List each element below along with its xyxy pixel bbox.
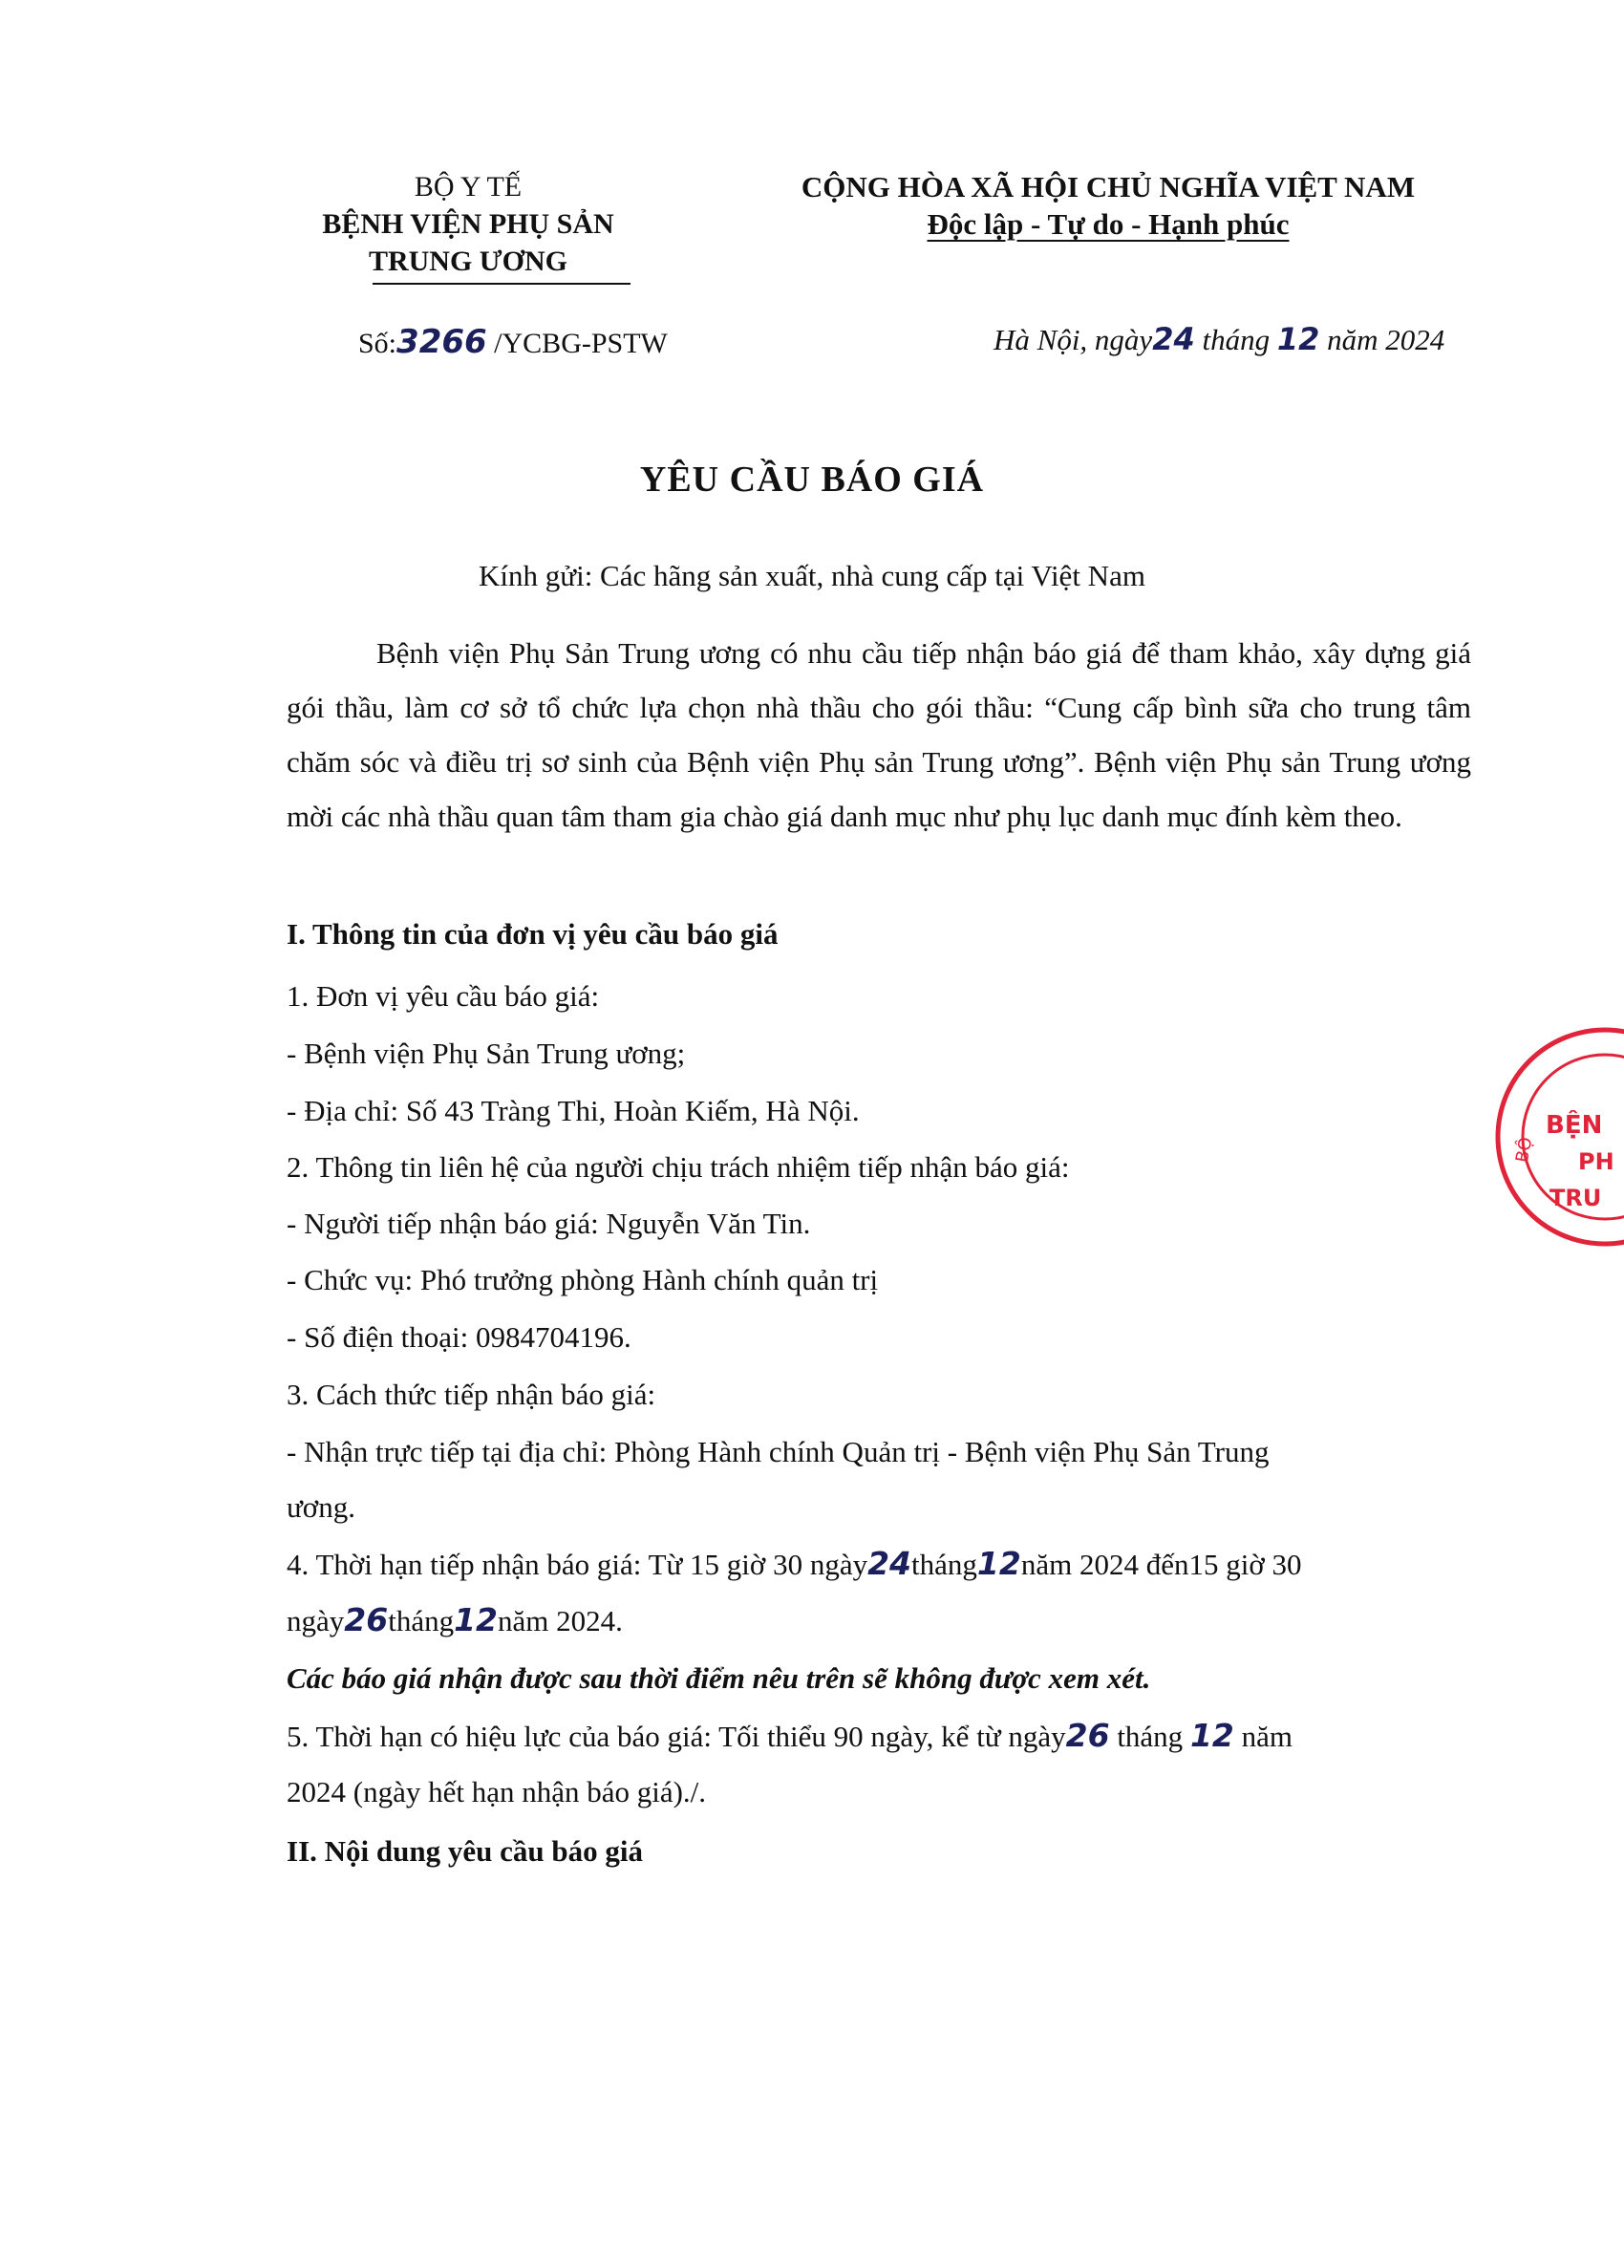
hospital-name-line2: TRUNG ƯƠNG [368, 246, 568, 277]
document-title: YÊU CẦU BÁO GIÁ [639, 460, 985, 500]
intro-paragraph [287, 626, 1471, 844]
handwritten-number: 3266 [396, 323, 487, 361]
section1-line4: 2. Thông tin liên hệ của người chịu trách nhiệm tiếp nhận báo giá: [287, 1150, 1070, 1184]
handwritten-day: 24 [1152, 321, 1195, 357]
deadline-text-a: 4. Thời hạn tiếp nhận báo giá: Từ 15 giờ 30 ngày [287, 1548, 868, 1581]
issuer-block [287, 168, 650, 280]
handwritten-start-day: 24 [867, 1545, 912, 1582]
section1-line15: 2024 (ngày hết hạn nhận báo giá)./. [287, 1775, 707, 1808]
hospital-name-line1: BỆNH VIỆN PHỤ SẢN [322, 208, 614, 240]
handwritten-month: 12 [1276, 321, 1320, 357]
section1-line3: - Địa chỉ: Số 43 Tràng Thi, Hoàn Kiếm, Hà Nội. [287, 1094, 860, 1127]
validity-text-c: năm [1233, 1720, 1293, 1753]
document-date [994, 321, 1444, 357]
number-prefix: Số: [358, 328, 397, 359]
stamp-text-mid: PH [1578, 1148, 1614, 1175]
ministry-name: BỘ Y TẾ [414, 171, 523, 203]
deadline-text-c: năm 2024 đến15 giờ 30 [1020, 1548, 1302, 1581]
section1-line5: - Người tiếp nhận báo giá: Nguyễn Văn Tin. [287, 1207, 811, 1240]
date-month-label: tháng [1194, 323, 1277, 356]
stamp-text-bottom: TRU [1549, 1185, 1602, 1211]
deadline-end-a: ngày [287, 1604, 345, 1637]
stamp-seal-icon [1490, 1022, 1624, 1252]
section1-line9: - Nhận trực tiếp tại địa chỉ: Phòng Hành chính Quản trị - Bệnh viện Phụ Sản Trung [287, 1435, 1270, 1468]
stamp-text-top: BỆN [1546, 1111, 1603, 1140]
national-motto: Độc lập - Tự do - Hạnh phúc [927, 207, 1290, 241]
section1-line12 [287, 1601, 623, 1640]
section1-line6: - Chức vụ: Phó trưởng phòng Hành chính quản trị [287, 1263, 879, 1296]
date-place: Hà Nội, ngày [994, 323, 1153, 356]
republic-name: CỘNG HÒA XÃ HỘI CHỦ NGHĨA VIỆT NAM [801, 170, 1416, 203]
issuer-underline [373, 283, 630, 285]
section1-line14 [287, 1717, 1293, 1756]
handwritten-start-month: 12 [976, 1545, 1021, 1582]
late-submission-note: Các báo giá nhận được sau thời điểm nêu trên sẽ không được xem xét. [287, 1661, 1151, 1695]
deadline-end-c: năm 2024. [498, 1604, 623, 1637]
handwritten-end-month: 12 [454, 1601, 499, 1638]
intro-text: Bệnh viện Phụ Sản Trung ương có nhu cầu tiếp nhận báo giá để tham khảo, xây dựng giá gói thầu, làm cơ sở tổ chức lựa chọn nhà thầu cho gói thầu: “Cung cấp bình sữa cho trung tâm chăm sóc và điều trị sơ sinh của Bệnh viện Phụ sản Trung ương”. Bệnh viện Phụ sản Trung ương mời các nhà thầu quan tâm tham gia chào giá danh mục như phụ lục danh mục đính kèm theo. [287, 636, 1471, 833]
validity-text-a: 5. Thời hạn có hiệu lực của báo giá: Tối thiểu 90 ngày, kể từ ngày [287, 1720, 1066, 1753]
handwritten-end-day: 26 [344, 1601, 389, 1638]
deadline-end-b: tháng [388, 1604, 455, 1637]
document-number [358, 323, 668, 361]
official-stamp [1490, 1022, 1624, 1252]
validity-text-b: tháng [1109, 1720, 1190, 1753]
deadline-text-b: tháng [911, 1548, 977, 1581]
section1-heading: I. Thông tin của đơn vị yêu cầu báo giá [287, 917, 779, 951]
section1-line7: - Số điện thoại: 0984704196. [287, 1320, 631, 1354]
section1-line10: ương. [287, 1490, 355, 1524]
national-header [755, 168, 1462, 243]
section1-line2: - Bệnh viện Phụ Sản Trung ương; [287, 1037, 686, 1070]
section1-line11 [287, 1545, 1301, 1584]
recipient-line: Kính gửi: Các hãng sản xuất, nhà cung cấp tại Việt Nam [479, 559, 1145, 592]
section1-line1: 1. Đơn vị yêu cầu báo giá: [287, 979, 600, 1013]
date-year: năm 2024 [1319, 323, 1445, 356]
handwritten-validity-day: 26 [1065, 1717, 1110, 1754]
number-suffix: /YCBG-PSTW [486, 328, 668, 359]
section1-line8: 3. Cách thức tiếp nhận báo giá: [287, 1378, 656, 1411]
handwritten-validity-month: 12 [1189, 1717, 1234, 1754]
stamp-text-side: BỘ [1512, 1135, 1537, 1165]
section2-heading: II. Nội dung yêu cầu báo giá [287, 1834, 643, 1868]
